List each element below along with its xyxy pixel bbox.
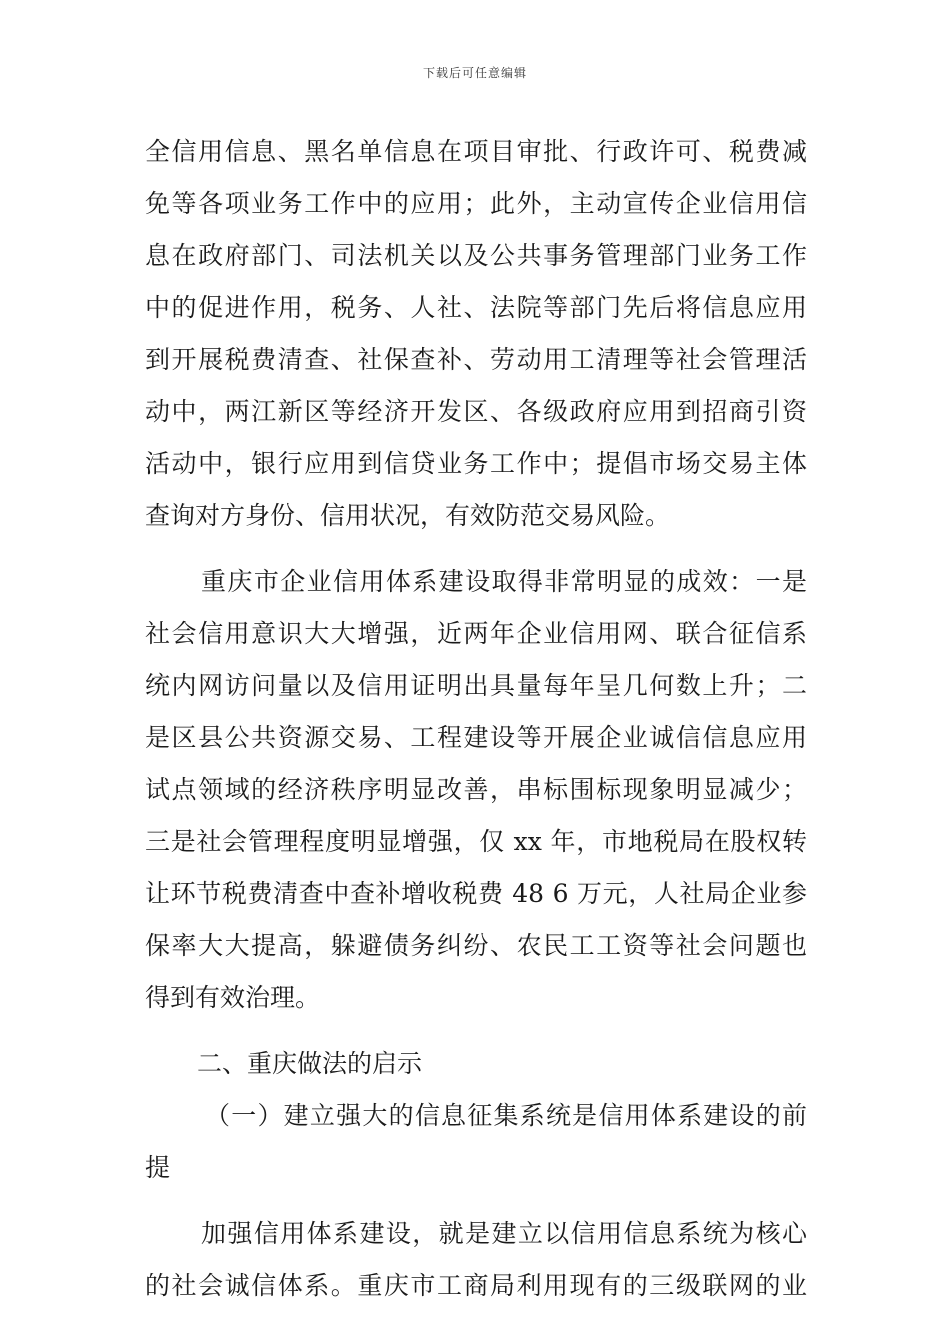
text-line: 统内网访问量以及信用证明出具量每年呈几何数上升；二: [145, 671, 807, 700]
header-note: 下载后可任意编辑: [422, 66, 527, 80]
text-line: 的社会诚信体系。重庆市工商局利用现有的三级联网的业: [145, 1271, 807, 1300]
text-line: 提: [145, 1153, 171, 1182]
text-line: （一）建立强大的信息征集系统是信用体系建设的前: [205, 1101, 807, 1130]
text-line: 试点领域的经济秩序明显改善，串标围标现象明显减少；: [145, 775, 807, 804]
section-heading: 二、重庆做法的启示: [197, 1049, 423, 1078]
text-line: 重庆市企业信用体系建设取得非常明显的成效：一是: [201, 567, 807, 596]
text-line: 是区县公共资源交易、工程建设等开展企业诚信信息应用: [145, 723, 807, 752]
text-line: 三是社会管理程度明显增强，仅 xx 年，市地税局在股权转: [145, 827, 807, 856]
text-line: 加强信用体系建设，就是建立以信用信息系统为核心: [201, 1219, 807, 1248]
text-line: 动中，两江新区等经济开发区、各级政府应用到招商引资: [145, 397, 807, 426]
document-body: [145, 126, 807, 1312]
text-line: 息在政府部门、司法机关以及公共事务管理部门业务工作: [145, 241, 807, 270]
text-line: 中的促进作用，税务、人社、法院等部门先后将信息应用: [145, 293, 807, 322]
text-line: 社会信用意识大大增强，近两年企业信用网、联合征信系: [145, 619, 807, 648]
text-line: 到开展税费清查、社保查补、劳动用工清理等社会管理活: [145, 345, 807, 374]
paragraph: [145, 126, 807, 542]
text-line: 免等各项业务工作中的应用；此外，主动宣传企业信用信: [145, 189, 807, 218]
text-line: 全信用信息、黑名单信息在项目审批、行政许可、税费减: [145, 137, 807, 166]
subsection-heading: [145, 1090, 807, 1194]
text-line: 查询对方身份、信用状况，有效防范交易风险。: [145, 501, 671, 530]
text-line: 让环节税费清查中查补增收税费 48 6 万元，人社局企业参: [145, 879, 807, 908]
text-line: 得到有效治理。: [145, 983, 321, 1012]
paragraph: [145, 556, 807, 1024]
text-line: 活动中，银行应用到信贷业务工作中；提倡市场交易主体: [145, 449, 807, 478]
paragraph: [145, 1208, 807, 1312]
text-line: 保率大大提高，躲避债务纠纷、农民工工资等社会问题也: [145, 931, 807, 960]
